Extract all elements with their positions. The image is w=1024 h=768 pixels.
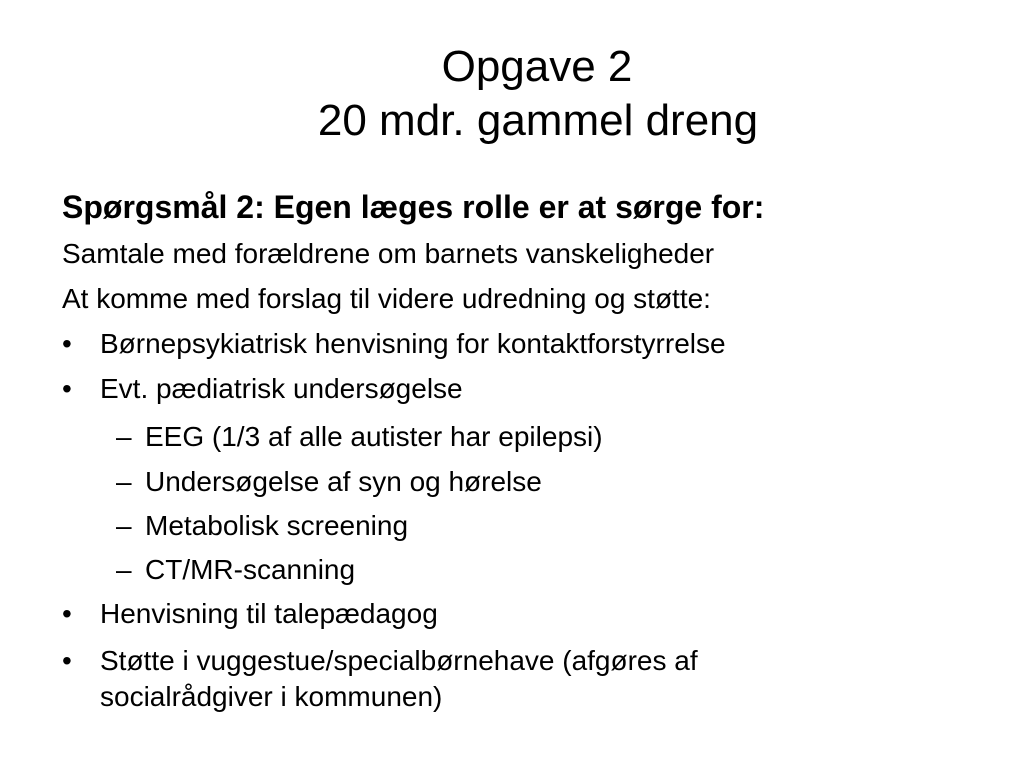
bullet-icon: • [62, 328, 72, 359]
title-line-2: 20 mdr. gammel dreng [317, 96, 759, 145]
bullet-text: Evt. pædiatrisk undersøgelse [100, 373, 463, 404]
bullet-icon: • [62, 373, 72, 404]
dash-icon: – [116, 466, 132, 497]
bullet-text: Børnepsykiatrisk henvisning for kontaktforstyrrelse [100, 328, 726, 359]
bullet-icon: • [62, 598, 72, 629]
dash-icon: – [116, 510, 132, 541]
bullet-icon: • [62, 645, 72, 676]
sub-bullet-text: EEG (1/3 af alle autister har epilepsi) [145, 421, 603, 452]
sub-bullet-text: Metabolisk screening [145, 510, 409, 541]
bullet-text: Henvisning til talepædagog [100, 598, 438, 629]
paragraph-suggestions: At komme med forslag til videre udredning og støtte: [62, 283, 711, 314]
title-line-1: Opgave 2 [441, 42, 633, 91]
sub-bullet-text: CT/MR-scanning [145, 554, 356, 585]
dash-icon: – [116, 421, 132, 452]
sub-bullet-text: Undersøgelse af syn og hørelse [145, 466, 542, 497]
paragraph-conversation: Samtale med forældrene om barnets vanskeligheder [62, 238, 715, 269]
dash-icon: – [116, 554, 132, 585]
bullet-text: Støtte i vuggestue/specialbørnehave (afgøres af socialrådgiver i kommunen) [100, 645, 698, 712]
question-heading: Spørgsmål 2: Egen læges rolle er at sørge for: [62, 189, 765, 225]
slide-title [0, 40, 1024, 148]
